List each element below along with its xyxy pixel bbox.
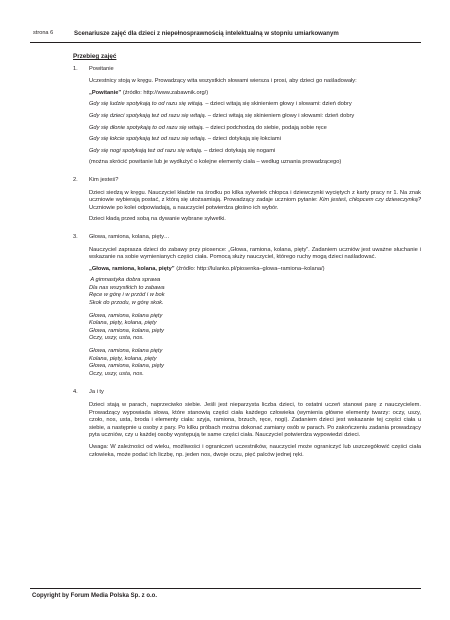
greeting-line: Gdy się dzieci spotykają też od razu się witają. – dzieci witają się skinieniem głowy i słowami: dzień dobry — [89, 112, 355, 119]
greeting-line: Gdy się łokcie spotykają też od razu się witają. – dzieci dotykają się łokciami — [89, 136, 281, 143]
item-1-body — [73, 78, 421, 167]
item-number: 2. — [73, 176, 78, 183]
copyright-footer: Copyright by Forum Media Polska Sp. z o.o. — [32, 593, 158, 599]
item-4-body — [73, 402, 421, 459]
header-divider — [30, 42, 421, 43]
quote-source: (źródło: http://lulanko.pl/piosenka–glowa–ramiona–kolana/) — [174, 265, 325, 272]
item-title: Kim jesteś? — [89, 176, 119, 183]
song-verse: Głowa, ramiona, kolana pięty Kolana, pięty, kolana, pięty Głowa, ramiona, kolana, pięty Oczy, uszy, usta, nos. — [89, 348, 164, 377]
note: (można skrócić powitanie lub je wydłużyć o kolejne elementy ciała – według uznania prowadzącego) — [89, 159, 342, 166]
main-content — [73, 53, 421, 463]
item-title: Ja i ty — [89, 389, 104, 396]
song-verse: A gimnastyka dobra sprawa Dla nas wszystkich to zabawa Ręce w górę i w przód i w bok Skok do przodu, w górę skok. — [89, 277, 165, 307]
item-3-heading — [73, 234, 421, 242]
greeting-line: Gdy się ludzie spotykają to od razu się witają. – dzieci witają się skinieniem głowy i słowami: dzień dobry — [89, 101, 352, 108]
greeting-line: Gdy się nogi spotykają też od razu się witają. – dzieci dotykają się nogami — [89, 147, 276, 154]
greeting-line: Gdy się dłonie spotykają to od razu się witają. – dzieci podchodzą do siebie, podają sobie ręce — [89, 124, 327, 131]
quote-reference — [89, 266, 421, 274]
paragraph: Dzieci kładą przed sobą na dywanie wybrane sylwetki. — [89, 216, 226, 223]
quote-title: „Powitanie” — [89, 89, 122, 96]
paragraph: Dzieci siedzą w kręgu. Nauczyciel kładzie na środku po kilka sylwetek chłopca i dziewczynki wyciętych z karty pracy nr 1. Na znak uczniowie wybierają postać, z którą się utożsamiają. Prowadzący zadaje uczniom pytanie: Kim jesteś, chłopcem czy dziewczynką? Uczniowie po kolei odpowiadają, a nauczyciel potwierdza głośno ich wybór. — [89, 189, 421, 211]
song-verse: Głowa, ramiona, kolana pięty Kolana, pięty, kolana, pięty Głowa, ramiona, kolana, pięty Oczy, uszy, usta, nos. — [89, 312, 164, 342]
item-title: Głowa, ramiona, kolana, pięty… — [89, 233, 170, 240]
paragraph: Uczestnicy stoją w kręgu. Prowadzący wita wszystkich słowami wiersza i prosi, aby dzieci go naśladowały: — [89, 78, 357, 85]
item-1-heading — [73, 66, 421, 74]
item-number: 1. — [73, 65, 78, 72]
item-title: Powitanie — [89, 65, 114, 72]
quote-title: „Głowa, ramiona, kolana, pięty” — [89, 265, 175, 272]
running-header-title: Scenariusze zajęć dla dzieci z niepełnosprawnością intelektualną w stopniu umiarkowanym — [74, 30, 339, 37]
note: Uwaga: W zależności od wieku, możliwości i ograniczeń uczestników, nauczyciel może ograniczyć lub uszczegółowić części ciała człowieka, może podać ich liczbę, np. jeden nos, dwoje oczu, pięć palców jednej ręki. — [89, 443, 421, 458]
item-number: 4. — [73, 389, 78, 396]
footer-divider — [30, 588, 421, 589]
item-4-heading — [73, 389, 421, 397]
item-2-heading — [73, 177, 421, 185]
section-title: Przebieg zajęć — [73, 53, 117, 60]
page-number: strona 6 — [33, 30, 54, 36]
paragraph: Nauczyciel zaprasza dzieci do zabawy przy piosence: „Głowa, ramiona, kolana, pięty”. Zadaniem uczniów jest uważne słuchanie i wskazanie na sobie wymienianych części ciała. Pomocą służy nauczyciel, którego ruchy mogą dzieci naśladować. — [89, 246, 421, 261]
quote-source: (źródło: http://www.zabawnik.org/) — [121, 89, 209, 96]
item-number: 3. — [73, 233, 78, 240]
item-2-body — [73, 190, 421, 224]
item-3-body — [73, 247, 421, 379]
quote-reference — [89, 90, 421, 98]
paragraph: Dzieci stają w parach, naprzeciwko siebie. Jeśli jest nieparzysta liczba dzieci, to ostatni uczeń stanowi parę z nauczycielem. Prowadzący wypowiada słowa, które stanowią części ciała każdego człowieka (wymienia główne elementy twarzy: oczy, uszy, czoło, nos, usta, broda i elementy ciała: szyja, ramiona, brzuch, ręce, nogi). Zadaniem dzieci jest wskazanie tej części ciała u siebie, a następnie u osoby z pary. Po kilku próbach można dokonać zamiany osób w parach. Po zakończeniu zadania prowadzący pyta uczniów, czy u każdej osoby występują te same części ciała. Nauczyciel potwierdza wypowiedzi dzieci. — [89, 402, 421, 439]
